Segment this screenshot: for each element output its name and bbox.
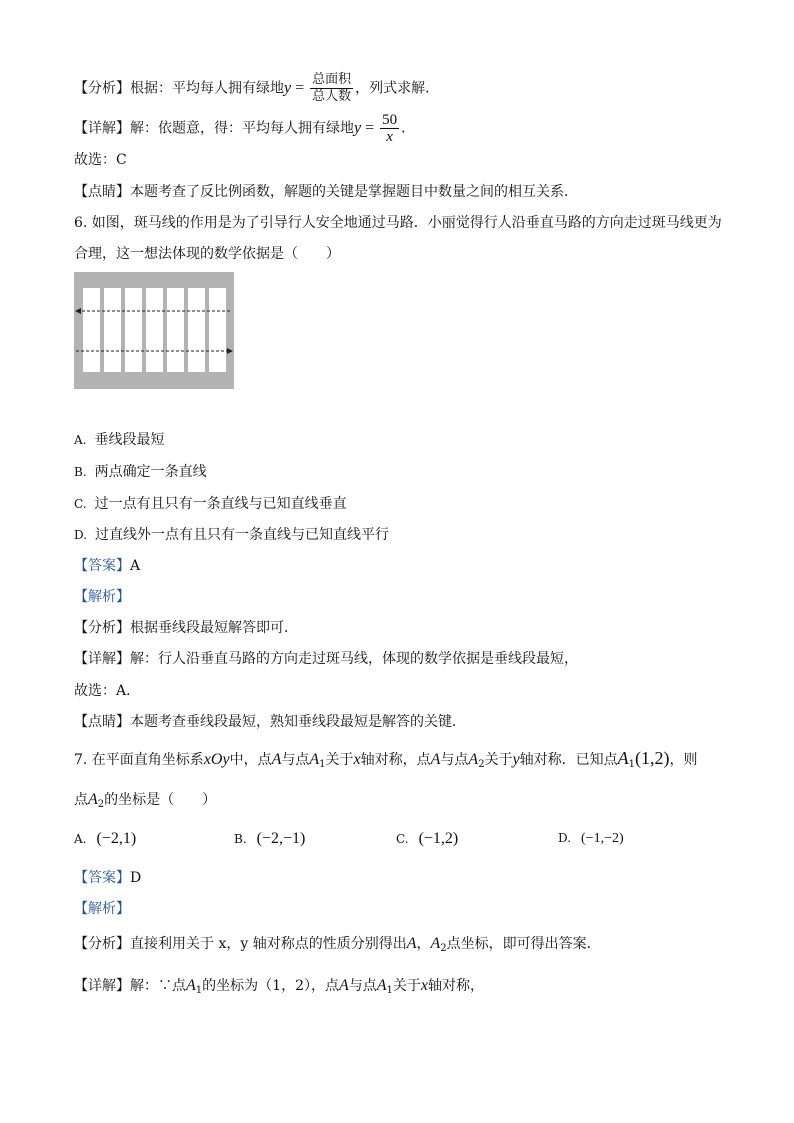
choice-line: 故选：C <box>74 152 127 168</box>
fraction-denominator: x <box>386 129 393 145</box>
analysis-line <box>74 72 439 105</box>
q6-option-d: D. 过直线外一点有且只有一条直线与已知直线平行 <box>74 527 390 543</box>
fraction-area-over-people <box>310 72 353 105</box>
q6-answer-line <box>74 556 140 576</box>
analysis-tail: ，列式求解． <box>355 80 440 97</box>
comment-tag: 【点睛】 <box>74 184 130 200</box>
math-xoy: xOy <box>203 751 230 768</box>
q7-option-c: C. (−1,2) <box>396 830 459 847</box>
q7-option-b: B. (−2,−1) <box>234 830 306 847</box>
q7-analysis-line: 【分析】直接利用关于 x，y 轴对称点的性质分别得出A，$A_2$点坐标，即可得出答案． <box>74 935 601 954</box>
detail-tail: ． <box>401 120 416 137</box>
fraction-numerator: 50 <box>382 112 398 128</box>
q6-choice-line: 故选：A． <box>74 683 141 699</box>
analysis-text: 根据：平均每人拥有绿地 <box>130 80 284 97</box>
detail-text: 解：依题意，得：平均每人拥有绿地 <box>130 120 354 137</box>
zebra-stripe <box>188 288 205 372</box>
zebra-stripe <box>125 288 142 372</box>
zebra-crossing-figure <box>74 272 234 389</box>
q6-option-a: A. 垂线段最短 <box>74 432 165 448</box>
q6-detail-line: 【详解】解：行人沿垂直马路的方向走过斑马线，体现的数学依据是垂线段最短， <box>74 651 578 667</box>
zebra-stripe <box>83 288 100 372</box>
detail-tag: 【详解】 <box>74 120 130 137</box>
q6-option-c: C. 过一点有且只有一条直线与已知直线垂直 <box>74 496 347 512</box>
q6-analysis-line: 【分析】根据垂线段最短解答即可． <box>74 620 298 636</box>
equals-sign: = <box>291 79 309 97</box>
q7-stem-line2: 点$A_2$的坐标是（ ） <box>74 791 217 810</box>
var-y: y <box>284 79 292 97</box>
comment-line <box>74 182 578 202</box>
zebra-stripe <box>104 288 121 372</box>
q6-stem-line2: 合理，这一想法体现的数学依据是（ ） <box>74 246 340 262</box>
zebra-stripe <box>146 288 163 372</box>
answer-value: A <box>130 558 141 574</box>
zebra-stripe <box>209 288 226 372</box>
zebra-stripe <box>167 288 184 372</box>
q7-detail-line: 【详解】解：∵点$A_1$的坐标为（1，2），点A与点$A_1$关于x轴对称， <box>74 977 485 996</box>
var-y: y <box>354 119 362 137</box>
q7-option-d: D. (−1,−2) <box>558 831 624 846</box>
q7-option-a: A. (−2,1) <box>74 830 137 847</box>
q7-answer-line: 【答案】D <box>74 870 142 886</box>
fraction-numerator: 总面积 <box>312 72 352 87</box>
fraction-denominator: 总人数 <box>312 89 352 104</box>
detail-line <box>74 112 415 145</box>
fraction-50-over-x <box>380 112 399 145</box>
q6-solution-tag: 【解析】 <box>74 589 130 605</box>
equals-sign: = <box>361 119 379 137</box>
q7-stem-line1: 7. 在平面直角坐标系xOy中，点A与点$A_1$关于x轴对称，点A与点$A_2$关于y轴对称．已知点$A_1(1,2)$，则 <box>74 748 698 770</box>
comment-text: 本题考查了反比例函数，解题的关键是掌握题目中数量之间的相互关系． <box>130 184 578 200</box>
analysis-tag: 【分析】 <box>74 80 130 97</box>
q7-solution-tag: 【解析】 <box>74 901 130 917</box>
q6-option-b: B. 两点确定一条直线 <box>74 464 207 480</box>
q6-stem-line1: 6. 如图，斑马线的作用是为了引导行人安全地通过马路．小丽觉得行人沿垂直马路的方向走过斑马线更为 <box>74 215 722 231</box>
answer-tag: 【答案】 <box>74 558 130 574</box>
q6-comment-line: 【点睛】本题考查垂线段最短，熟知垂线段最短是解答的关键． <box>74 714 466 730</box>
